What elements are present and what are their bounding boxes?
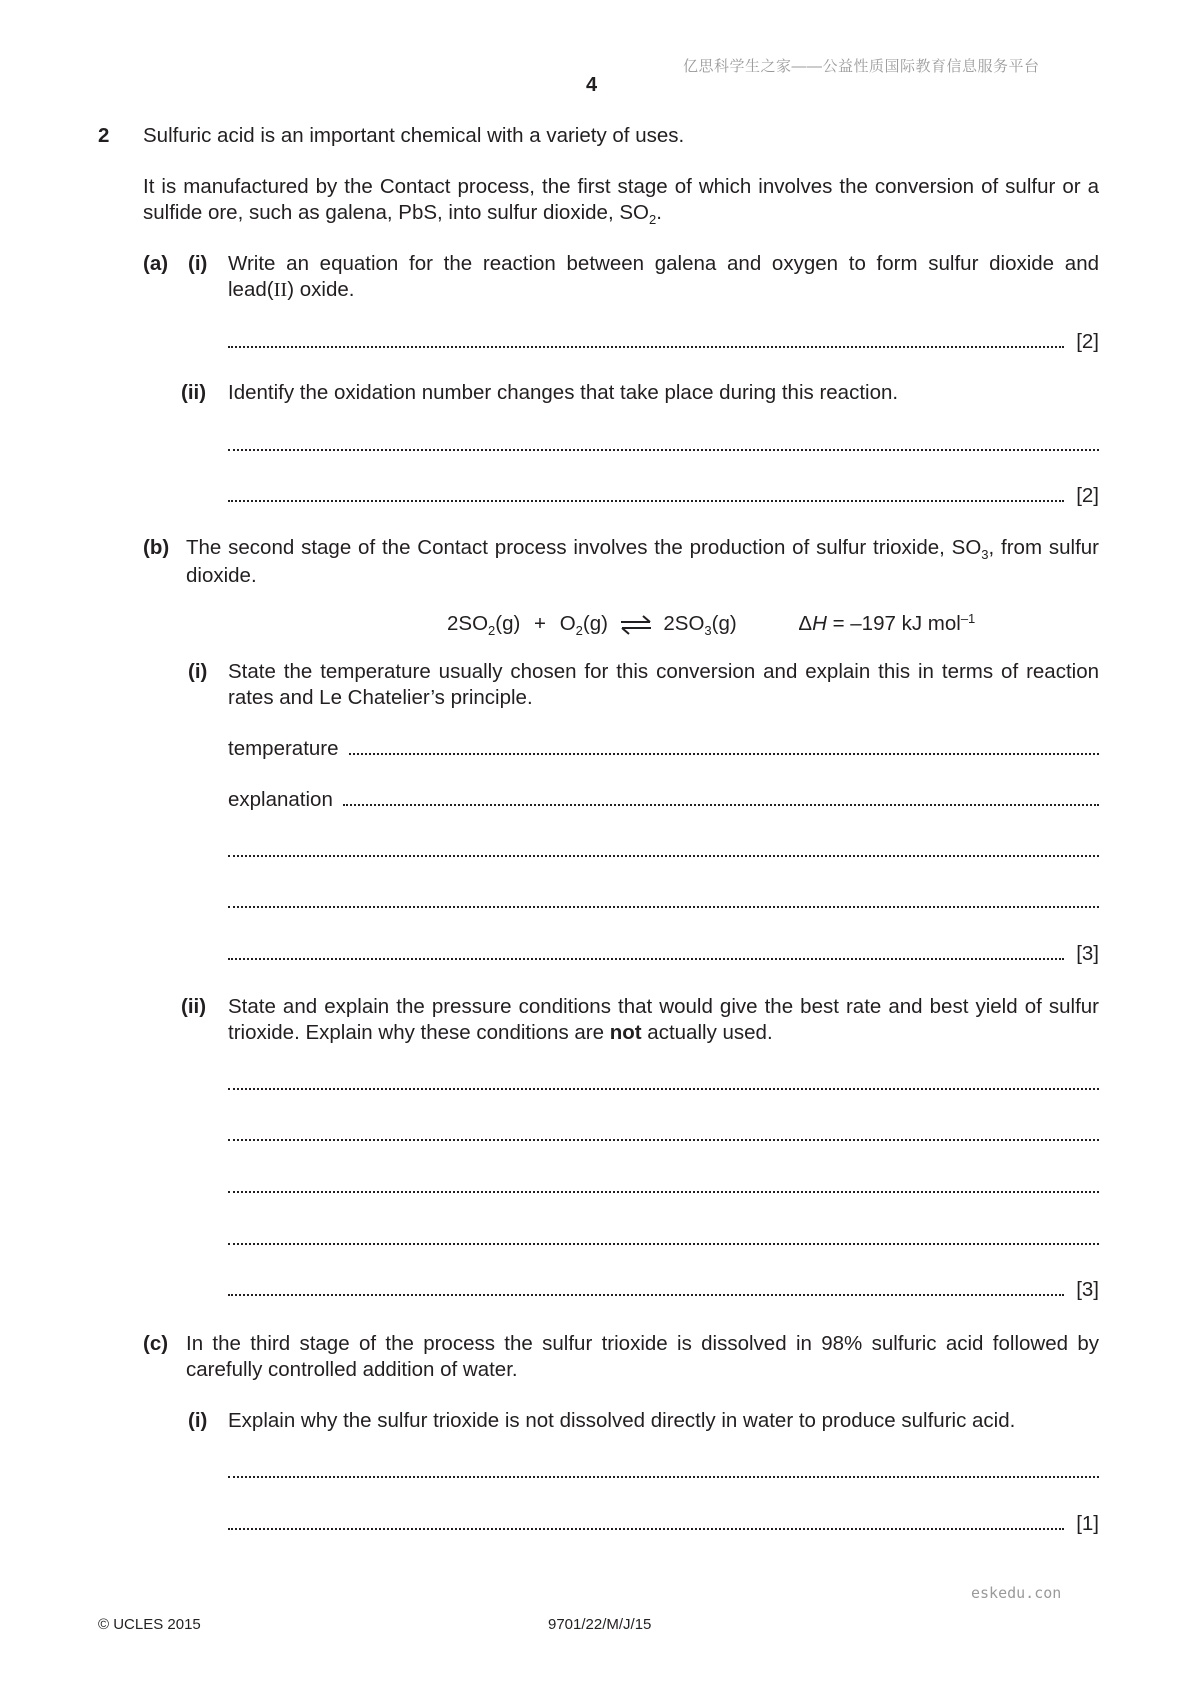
state-symbol: (g) xyxy=(582,612,608,635)
state-symbol: (g) xyxy=(495,612,521,635)
part-c-i-label: (i) xyxy=(188,1409,208,1432)
dotted-line xyxy=(228,1088,1099,1090)
answer-line[interactable] xyxy=(228,1277,1099,1303)
part-b-text-end: , from sulfur dioxide. xyxy=(186,536,1099,587)
answer-line[interactable] xyxy=(228,1511,1099,1537)
answer-line[interactable] xyxy=(228,941,1099,967)
copyright: © UCLES 2015 xyxy=(98,1616,201,1633)
part-c-text: In the third stage of the process the sulfur trioxide is dissolved in 98% sulfuric acid followed by carefully controlled addition of water. xyxy=(186,1332,1099,1381)
subscript: 3 xyxy=(704,623,712,638)
delta-symbol: Δ xyxy=(798,612,813,635)
part-b-ii-label: (ii) xyxy=(181,995,207,1018)
part-a-ii-text: Identify the oxidation number changes that take place during this reaction. xyxy=(228,381,899,404)
subscript: 2 xyxy=(488,623,496,638)
part-b-ii-text-end: actually used. xyxy=(641,1021,773,1044)
dotted-line xyxy=(228,1528,1064,1530)
part-a-i-text-start: Write an equation for the reaction between galena and oxygen to form sulfur dioxide and lead( xyxy=(228,252,1099,301)
superscript: –1 xyxy=(960,611,976,626)
dotted-line xyxy=(228,449,1099,451)
equilibrium-arrow-icon xyxy=(620,615,652,635)
context-subscript: 2 xyxy=(648,212,657,227)
answer-line[interactable] xyxy=(228,1226,1099,1252)
page-number: 4 xyxy=(586,74,598,96)
question-number: 2 xyxy=(98,124,110,147)
part-b-i-text: State the temperature usually chosen for this conversion and explain this in terms of reaction rates and Le Chatelier’s principle. xyxy=(228,660,1099,709)
dotted-line xyxy=(349,753,1099,755)
mark-allocation: [1] xyxy=(1076,1512,1099,1535)
plus-sign: + xyxy=(534,612,547,635)
answer-line[interactable] xyxy=(228,1459,1099,1485)
part-a-i-text-end: ) oxide. xyxy=(287,278,355,301)
roman-numeral: II xyxy=(273,279,288,301)
answer-line[interactable] xyxy=(228,329,1099,355)
dotted-line xyxy=(228,906,1099,908)
dotted-line xyxy=(228,1139,1099,1141)
mark-allocation: [3] xyxy=(1076,942,1099,965)
context-end: . xyxy=(656,201,662,224)
part-a-label: (a) xyxy=(143,252,169,275)
dotted-line xyxy=(228,1294,1064,1296)
part-b-ii-text-start: State and explain the pressure conditions that would give the best rate and best yield of sulfur trioxide. Explain why these conditions are xyxy=(228,995,1099,1044)
equation-reactant-2: O xyxy=(559,612,576,635)
part-b-ii-text xyxy=(228,994,1099,1046)
dotted-line xyxy=(228,958,1064,960)
part-c-i-text: Explain why the sulfur trioxide is not dissolved directly in water to produce sulfuric acid. xyxy=(228,1409,1016,1432)
subscript: 2 xyxy=(575,623,583,638)
explanation-answer-line[interactable] xyxy=(228,787,1099,813)
mark-allocation: [2] xyxy=(1076,330,1099,353)
temperature-answer-line[interactable] xyxy=(228,736,1099,762)
explanation-label: explanation xyxy=(228,788,333,811)
part-a-i-text xyxy=(228,251,1099,303)
equation-reactant-1: 2SO xyxy=(447,612,489,635)
dotted-line xyxy=(228,346,1064,348)
state-symbol: (g) xyxy=(711,612,737,635)
enthalpy-symbol: H xyxy=(812,612,827,635)
dotted-line xyxy=(343,804,1099,806)
context-text: It is manufactured by the Contact process, the first stage of which involves the conversion of sulfur or a sulfide ore, such as galena, PbS, into sulfur dioxide, SO xyxy=(143,175,1099,224)
answer-line[interactable] xyxy=(228,432,1099,458)
part-b-i-label: (i) xyxy=(188,660,208,683)
dotted-line xyxy=(228,855,1099,857)
answer-line[interactable] xyxy=(228,838,1099,864)
dotted-line xyxy=(228,1476,1099,1478)
mark-allocation: [2] xyxy=(1076,484,1099,507)
equation-product: 2SO xyxy=(663,612,705,635)
part-b-text xyxy=(186,535,1099,589)
answer-line[interactable] xyxy=(228,889,1099,915)
part-b-label: (b) xyxy=(143,536,170,559)
question-context xyxy=(143,174,1099,228)
part-b-text-start: The second stage of the Contact process involves the production of sulfur trioxide, SO xyxy=(186,536,982,559)
part-a-i-label: (i) xyxy=(188,252,208,275)
part-b-subscript: 3 xyxy=(981,547,989,562)
header-watermark: 亿思科学生之家——公益性质国际教育信息服务平台 xyxy=(683,58,1040,75)
dotted-line xyxy=(228,500,1064,502)
emphasis-word: not xyxy=(609,1021,642,1044)
part-c-label: (c) xyxy=(143,1332,169,1355)
equilibrium-equation xyxy=(447,611,975,639)
answer-line[interactable] xyxy=(228,1122,1099,1148)
dotted-line xyxy=(228,1243,1099,1245)
part-a-ii-label: (ii) xyxy=(181,381,207,404)
mark-allocation: [3] xyxy=(1076,1278,1099,1301)
answer-line[interactable] xyxy=(228,1071,1099,1097)
answer-line[interactable] xyxy=(228,1174,1099,1200)
answer-line[interactable] xyxy=(228,483,1099,509)
dotted-line xyxy=(228,1191,1099,1193)
temperature-label: temperature xyxy=(228,737,339,760)
footer-watermark: eskedu.con xyxy=(971,1584,1062,1602)
paper-code: 9701/22/M/J/15 xyxy=(548,1616,652,1633)
question-intro: Sulfuric acid is an important chemical with a variety of uses. xyxy=(143,124,685,147)
enthalpy-value: = –197 kJ mol xyxy=(826,612,961,635)
